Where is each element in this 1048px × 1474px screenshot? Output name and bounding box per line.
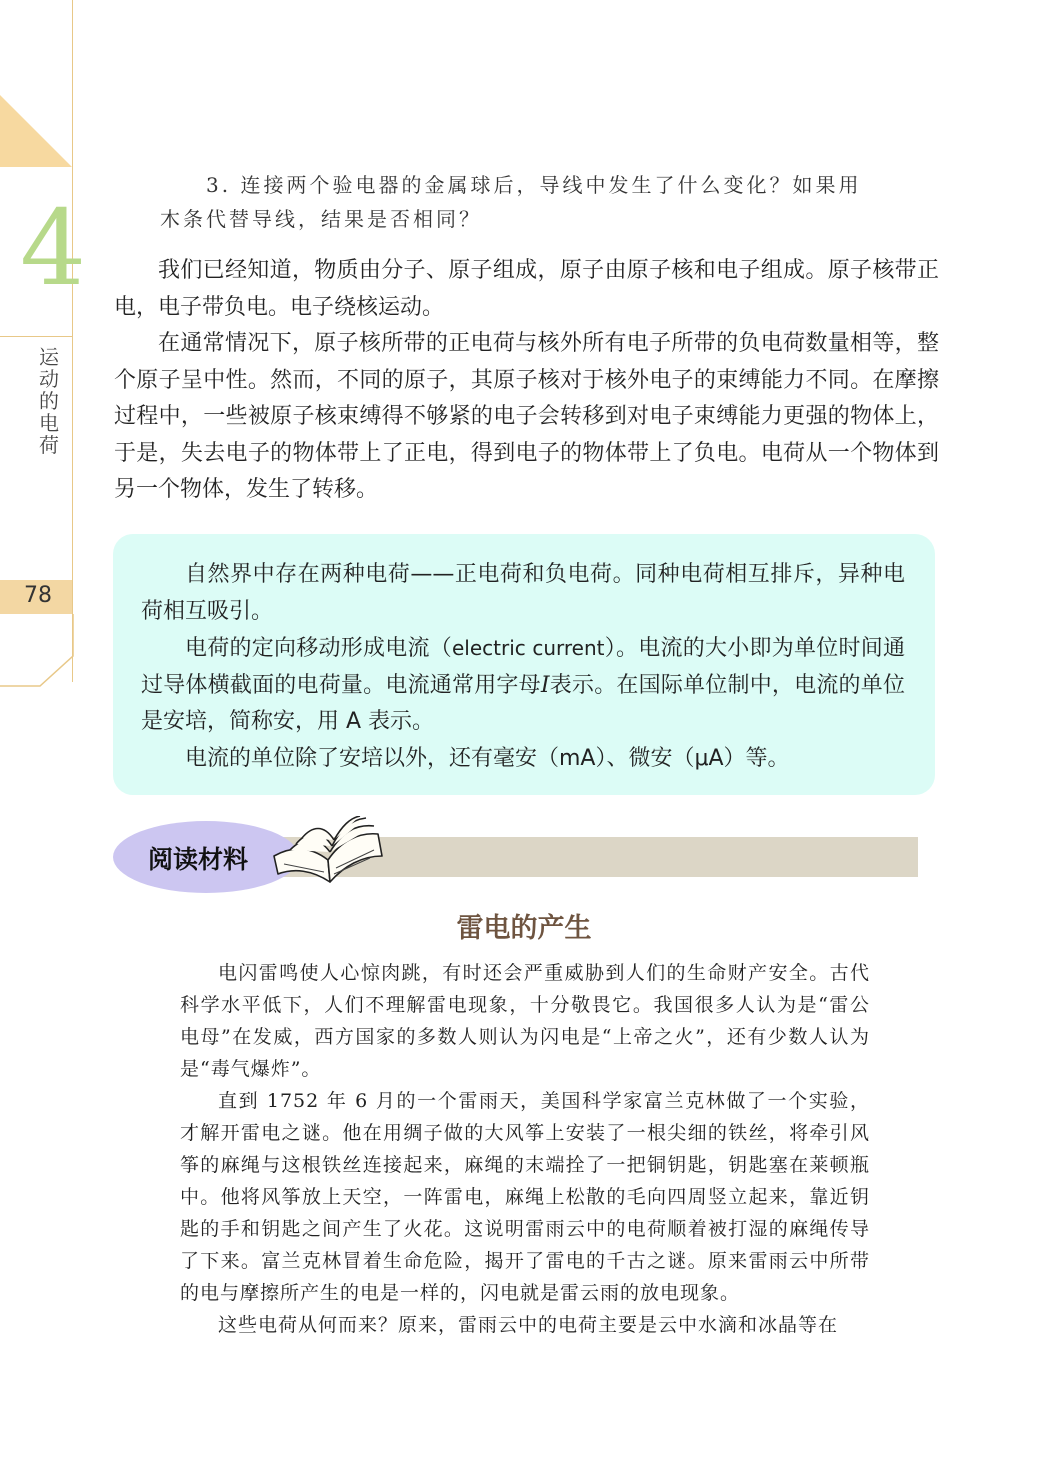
question-line-2: 木条代替导线，结果是否相同？ [160, 207, 482, 231]
margin-corner-cut [0, 614, 76, 688]
body-paragraph-2: 在通常情况下，原子核所带的正电荷与核外所有电子所带的负电荷数量相等，整个原子呈中性。然而，不同的原子，其原子核对于核外电子的束缚能力不同。在摩擦过程中，一些被原子核束缚得不够紧的电子会转移到对电子束缚能力更强的物体上，于是，失去电子的物体带上了正电，得到电子的物体带上了负电。电荷从一个物体到另一个物体，发生了转移。 [114, 331, 939, 502]
open-book-icon [270, 816, 386, 886]
term-electric-current: electric current [451, 636, 605, 660]
reading-label: 阅读材料 [148, 845, 249, 874]
question-3 [160, 168, 900, 236]
body-text [114, 253, 939, 509]
chapter-divider [0, 336, 72, 337]
reading-text [180, 957, 870, 1341]
key-paragraph-1: 自然界中存在两种电荷——正电荷和负电荷。同种电荷相互排斥，异种电荷相互吸引。 [141, 562, 905, 624]
key-paragraph-2: 电荷的定向移动形成电流（electric current）。电流的大小即为单位时间通过导体横截面的电荷量。电流通常用字母I表示。在国际单位制中，电流的单位是安培，简称安，用 A 表示。 [141, 636, 905, 734]
chapter-title-vertical: 运动的电荷 [39, 345, 59, 457]
page-number: 78 [24, 583, 52, 608]
reading-paragraph-2: 直到 1752 年 6 月的一个雷雨天，美国科学家富兰克林做了一个实验，才解开雷电之谜。他在用绸子做的大风筝上安装了一根尖细的铁丝，将牵引风筝的麻绳与这根铁丝连接起来，麻绳的末端拴了一把铜钥匙，钥匙塞在莱顿瓶中。他将风筝放上天空，一阵雷电，麻绳上松散的毛向四周竖立起来，靠近钥匙的手和钥匙之间产生了火花。这说明雷雨云中的电荷顺着被打湿的麻绳传导了下来。富兰克林冒着生命危险，揭开了雷电的千古之谜。原来雷雨云中所带的电与摩擦所产生的电是一样的，闪电就是雷云雨的放电现象。 [180, 1090, 870, 1304]
corner-triangle-decoration [0, 95, 74, 171]
body-paragraph-1: 我们已经知道，物质由分子、原子组成，原子由原子核和电子组成。原子核带正电，电子带负电。电子绕核运动。 [114, 258, 939, 320]
margin-rule [72, 0, 73, 682]
key-concept-box [113, 534, 935, 795]
question-line-1: 3. 连接两个验电器的金属球后，导线中发生了什么变化？如果用 [206, 173, 862, 197]
reading-paragraph-1: 电闪雷鸣使人心惊肉跳，有时还会严重威胁到人们的生命财产安全。古代科学水平低下，人们不理解雷电现象，十分敬畏它。我国很多人认为是“雷公电母”在发威，西方国家的多数人则认为闪电是“上帝之火”，还有少数人认为是“毒气爆炸”。 [180, 962, 870, 1080]
key-paragraph-3: 电流的单位除了安培以外，还有毫安（mA）、微安（μA）等。 [185, 745, 790, 771]
chapter-number: 4 [20, 187, 87, 309]
article-title: 雷电的产生 [456, 913, 592, 944]
reading-paragraph-3: 这些电荷从何而来？原来，雷雨云中的电荷主要是云中水滴和冰晶等在 [218, 1314, 839, 1336]
symbol-i: I [540, 672, 550, 698]
